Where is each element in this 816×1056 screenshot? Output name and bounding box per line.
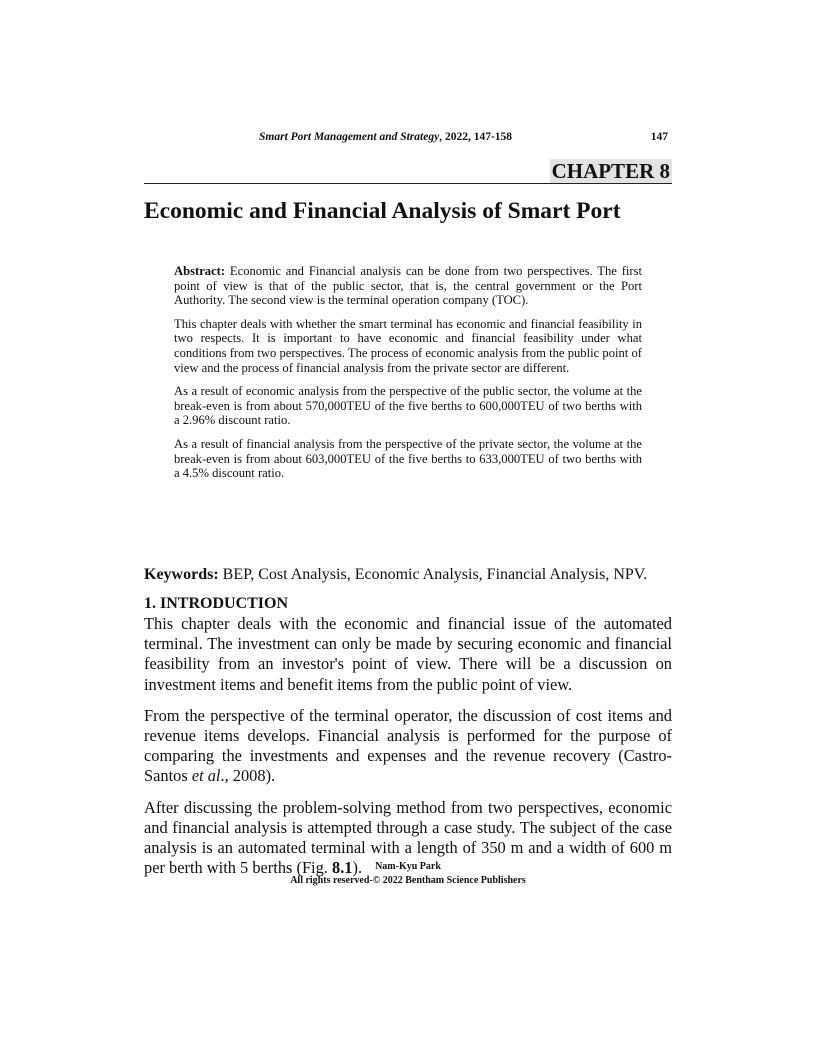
text: ., 2008). [220, 766, 276, 786]
body-paragraph: This chapter deals with the economic and financial issue of the automated terminal. The investment can only be made by securing economic and financial feasibility from an investor's point of view. There will be a discussion on investment items and benefit items from the public point of view. [144, 614, 672, 694]
abstract-paragraph: This chapter deals with whether the smart terminal has economic and financial feasibility in two respects. It is important to have economic and financial feasibility under what conditions from two perspectives. The process of economic analysis from the public point of view and the process of financial analysis from the private sector are different. [174, 316, 642, 375]
page-footer [0, 860, 816, 888]
abstract-paragraph: As a result of financial analysis from the perspective of the private sector, the volume at the break-even is from about 603,000TEU of the five berths to 633,000TEU of two berths with a 4.5% discount ratio. [174, 436, 642, 481]
copyright: All rights reserved-© 2022 Bentham Science Publishers [290, 875, 526, 886]
journal-title: Smart Port Management and Strategy [259, 131, 440, 143]
text: After discussing the problem-solving method from two perspectives, economic and financial analysis is attempted through a case study. The subject of the case analysis is an automated terminal with a length of 350 m and a width of 600 m per berth with 5 berths (Fig. [144, 797, 672, 878]
keywords-text: BEP, Cost Analysis, Economic Analysis, Financial Analysis, NPV. [218, 566, 648, 583]
section-body [144, 614, 672, 889]
citation-et-al: et al [191, 766, 221, 786]
chapter-title: Economic and Financial Analysis of Smart Port [144, 198, 621, 224]
journal-citation [259, 131, 512, 143]
journal-year-pages: , 2022, 147-158 [439, 131, 513, 143]
header-rule [144, 183, 672, 184]
abstract [174, 264, 642, 490]
abstract-label: Abstract: [174, 264, 226, 278]
abstract-paragraph: As a result of economic analysis from the perspective of the public sector, the volume at the break-even is from about 570,000TEU of the five berths to 600,000TEU of two berths with a 2.96% discount ratio. [174, 384, 642, 428]
keywords [144, 566, 647, 584]
author-name: Nam-Kyu Park [375, 861, 441, 872]
abstract-text: Economic and Financial analysis can be done from two perspectives. The first point of view is that of the public sector, that is, the central government or the Port Authority. The second view is the terminal operation company (TOC). [174, 264, 642, 308]
page-number: 147 [650, 131, 668, 143]
keywords-label: Keywords: [144, 566, 219, 583]
text: From the perspective of the terminal operator, the discussion of cost items and revenue items develops. Financial analysis is performed for the purpose of comparing the investments and expenses and the revenue recovery (Castro-Santos [144, 705, 672, 786]
chapter-label: CHAPTER 8 [551, 159, 670, 183]
abstract-paragraph [174, 264, 642, 308]
body-paragraph [144, 706, 672, 787]
figure-reference[interactable]: 8.1 [332, 858, 353, 878]
text: ). [352, 858, 363, 878]
section-heading: 1. INTRODUCTION [144, 595, 289, 612]
